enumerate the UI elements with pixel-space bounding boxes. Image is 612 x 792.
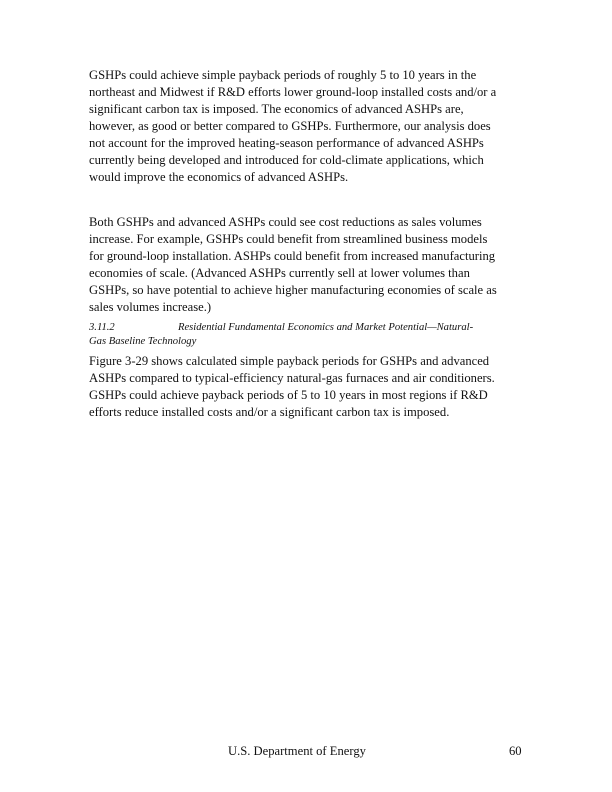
- text-line: would improve the economics of advanced ASHPs.: [89, 170, 349, 184]
- text-line: GSHPs, so have potential to achieve higher manufacturing economies of scale as: [89, 283, 497, 297]
- section-title-line: Gas Baseline Technology: [89, 336, 197, 347]
- paragraph-1: [89, 67, 529, 186]
- page-number: 60: [509, 744, 522, 758]
- text-line: economies of scale. (Advanced ASHPs currently sell at lower volumes than: [89, 266, 470, 280]
- paragraph-3: [89, 353, 529, 421]
- text-line: efforts reduce installed costs and/or a significant carbon tax is imposed.: [89, 405, 450, 419]
- text-line: GSHPs could achieve simple payback periods of roughly 5 to 10 years in the: [89, 68, 477, 82]
- paragraph-2: [89, 214, 529, 316]
- section-number: 3.11.2: [89, 322, 115, 333]
- text-line: GSHPs could achieve payback periods of 5 to 10 years in most regions if R&D: [89, 388, 488, 402]
- footer-org: U.S. Department of Energy: [228, 744, 366, 758]
- text-line: sales volumes increase.): [89, 300, 212, 314]
- text-line: northeast and Midwest if R&D efforts lower ground-loop installed costs and/or a: [89, 85, 497, 99]
- text-line: increase. For example, GSHPs could benefit from streamlined business models: [89, 232, 488, 246]
- section-title-line: Residential Fundamental Economics and Market Potential—Natural-: [178, 322, 474, 333]
- text-line: not account for the improved heating-season performance of advanced ASHPs: [89, 136, 484, 150]
- text-line: however, as good or better compared to GSHPs. Furthermore, our analysis does: [89, 119, 491, 133]
- text-line: ASHPs compared to typical-efficiency natural-gas furnaces and air conditioners.: [89, 371, 495, 385]
- text-line: Figure 3-29 shows calculated simple payback periods for GSHPs and advanced: [89, 354, 490, 368]
- section-heading: [89, 321, 529, 349]
- text-line: currently being developed and introduced for cold-climate applications, which: [89, 153, 484, 167]
- section-heading-line-1: [89, 321, 529, 335]
- text-line: Both GSHPs and advanced ASHPs could see cost reductions as sales volumes: [89, 215, 482, 229]
- text-line: for ground-loop installation. ASHPs could benefit from increased manufacturing: [89, 249, 496, 263]
- text-line: significant carbon tax is imposed. The economics of advanced ASHPs are,: [89, 102, 464, 116]
